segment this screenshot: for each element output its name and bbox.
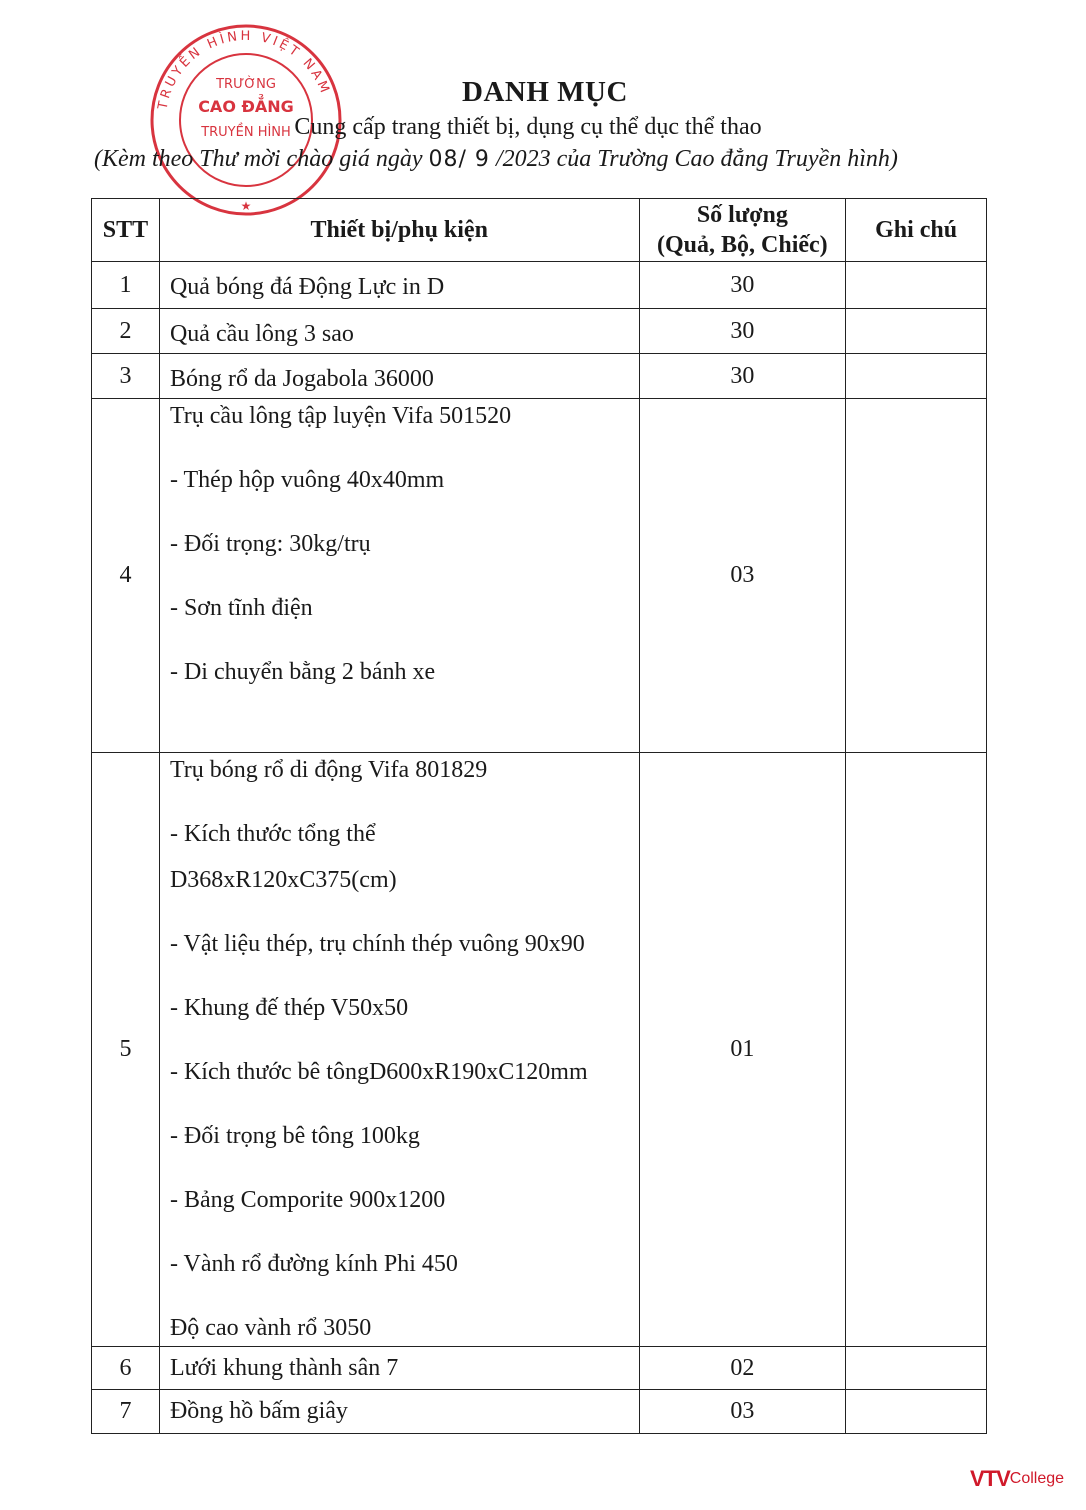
item-detail: - Đối trọng: 30kg/trụ [169, 531, 371, 557]
table-row [92, 1347, 987, 1390]
note-prefix: (Kèm theo Thư mời chào giá ngày [94, 146, 429, 172]
header-note: Ghi chú [846, 199, 987, 262]
header-item: Thiết bị/phụ kiện [159, 199, 639, 262]
item-detail: Độ cao vành rổ 3050 [169, 1315, 372, 1341]
table-row [92, 309, 987, 354]
item-detail-list [170, 401, 639, 687]
header-stt: STT [92, 199, 160, 262]
item-detail: - Khung đế thép V50x50 [169, 995, 409, 1021]
table-row [92, 753, 987, 1347]
item-name: Lưới khung thành sân 7 [169, 1355, 399, 1381]
item-detail: - Di chuyển bằng 2 bánh xe [169, 659, 436, 685]
row-qty: 01 [639, 753, 846, 1347]
item-detail: - Vành rổ đường kính Phi 450 [169, 1251, 458, 1277]
row-item [159, 753, 639, 1347]
row-item [159, 309, 639, 354]
row-note [846, 1347, 987, 1390]
row-note [846, 354, 987, 399]
table-row [92, 1390, 987, 1434]
table-header-row [92, 199, 987, 262]
seal-line-1: TRƯỜNG [216, 77, 276, 92]
table-row [92, 354, 987, 399]
vtv-college-logo [970, 1466, 1064, 1492]
item-detail: - Bảng Comporite 900x1200 [169, 1187, 446, 1213]
row-note [846, 399, 987, 753]
item-name: Bóng rổ da Jogabola 36000 [169, 366, 434, 392]
logo-suffix: College [1009, 1470, 1065, 1487]
document-title: DANH MỤC [462, 76, 628, 108]
row-stt: 2 [92, 309, 160, 354]
row-stt: 7 [92, 1390, 160, 1434]
item-detail: - Vật liệu thép, trụ chính thép vuông 90x90 [169, 931, 585, 957]
table-row [92, 262, 987, 309]
item-name: Trụ bóng rổ di động Vifa 801829 [169, 757, 488, 783]
row-note [846, 262, 987, 309]
note-suffix: /2023 của Trường Cao đẳng Truyền hình) [489, 146, 898, 172]
item-detail: - Thép hộp vuông 40x40mm [169, 467, 445, 493]
row-qty: 30 [639, 262, 846, 309]
item-name: Quả bóng đá Động Lực in D [169, 274, 445, 300]
logo-brand: VTV [970, 1466, 1010, 1491]
row-stt: 1 [92, 262, 160, 309]
item-detail: - Kích thước tổng thể [169, 821, 376, 847]
header-qty-line2: (Quả, Bộ, Chiếc) [657, 232, 828, 258]
row-item [159, 1347, 639, 1390]
header-qty-line1: Số lượng [696, 202, 788, 228]
note-date-handwritten: 08/ 9 [428, 147, 490, 172]
item-detail-list [170, 755, 639, 1343]
row-item [159, 399, 639, 753]
svg-text:★: ★ [240, 199, 252, 213]
row-stt: 3 [92, 354, 160, 399]
seal-line-3: TRUYỀN HÌNH [201, 125, 291, 140]
equipment-table [91, 198, 987, 1434]
table-row [92, 399, 987, 753]
row-item [159, 262, 639, 309]
header-qty [639, 199, 846, 262]
row-qty: 30 [639, 354, 846, 399]
item-detail: - Kích thước bê tôngD600xR190xC120mm [169, 1059, 588, 1085]
item-name: Trụ cầu lông tập luyện Vifa 501520 [169, 403, 512, 429]
row-stt: 5 [92, 753, 160, 1347]
item-name: Đồng hồ bấm giây [169, 1398, 348, 1424]
row-note [846, 753, 987, 1347]
document-subtitle: Cung cấp trang thiết bị, dụng cụ thể dục thể thao [294, 114, 762, 140]
row-stt: 6 [92, 1347, 160, 1390]
row-note [846, 309, 987, 354]
row-qty: 03 [639, 1390, 846, 1434]
seal-ring-text: TRUYỀN HÌNH VIỆT NAM [155, 28, 333, 111]
item-detail: - Sơn tĩnh điện [169, 595, 313, 621]
item-detail: D368xR120xC375(cm) [169, 867, 397, 893]
row-stt: 4 [92, 399, 160, 753]
item-detail: - Đối trọng bê tông 100kg [169, 1123, 420, 1149]
document-note [94, 146, 994, 173]
row-qty: 02 [639, 1347, 846, 1390]
row-qty: 03 [639, 399, 846, 753]
seal-line-2: CAO ĐẲNG [198, 97, 294, 116]
row-note [846, 1390, 987, 1434]
item-name: Quả cầu lông 3 sao [169, 321, 354, 347]
row-qty: 30 [639, 309, 846, 354]
row-item [159, 1390, 639, 1434]
row-item [159, 354, 639, 399]
